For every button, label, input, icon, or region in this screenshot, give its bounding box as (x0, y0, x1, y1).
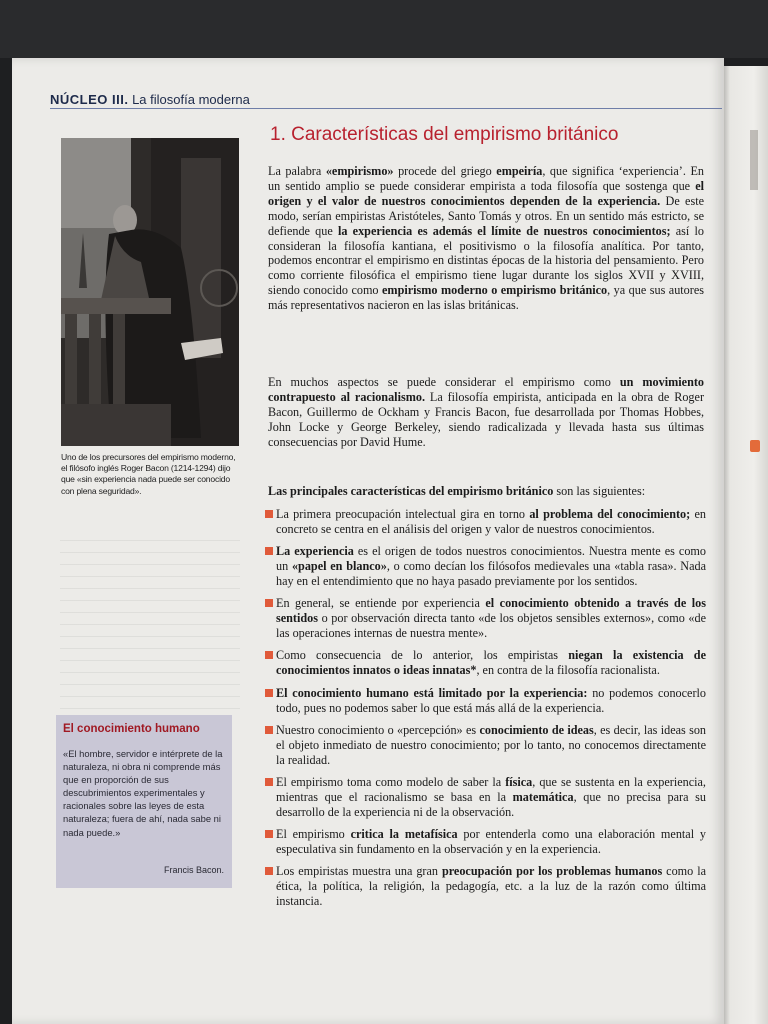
list-item: El empirismo toma como modelo de saber la física, que se sustenta en la experiencia, mientras que el racionalismo se basa en la matemática, que no precisa para su desarrollo de la experiencia ni de la observación. (262, 775, 706, 820)
next-page-edge (724, 66, 768, 1024)
square-bullet-icon (265, 689, 273, 697)
running-header (50, 92, 710, 108)
list-item: La primera preocupación intelectual gira en torno al problema del conocimiento; en concreto se centra en el análisis del origen y valor de nuestros conocimientos. (262, 507, 706, 537)
next-page-bullet-mark (750, 440, 760, 452)
figure-caption: Uno de los precursores del empirismo moderno, el filósofo inglés Roger Bacon (1214-1294) dijo que «sin experiencia nada puede ser conocido con plena seguridad». (61, 452, 236, 496)
square-bullet-icon (265, 867, 273, 875)
quote-author: Francis Bacon. (163, 865, 224, 875)
paragraph-contrast: En muchos aspectos se puede considerar el empirismo como un movimiento contrapuesto al racionalismo. La filosofía empirista, anticipada en la obra de Roger Bacon, Guillermo de Ockham y Francis Bacon, fue desarrollada por Thomas Hobbes, John Locke y George Berkeley, siendo radicalizada y llevada hasta sus últimas consecuencias por David Hume. (268, 375, 704, 449)
list-item: En general, se entiende por experiencia el conocimiento obtenido a través de los sentidos o por observación directa tanto «de los objetos sensibles externos», como «de las operaciones internas de nuestra mente». (262, 596, 706, 641)
list-item: El conocimiento humano está limitado por la experiencia: no podemos conocerlo todo, pues no podemos saber lo que está más allá de la experiencia. (262, 686, 706, 716)
characteristics-list (262, 507, 706, 916)
list-item: Los empiristas muestra una gran preocupación por los problemas humanos como la ética, la política, la religión, la pedagogía, etc. a la luz de la razón como última instancia. (262, 864, 706, 909)
next-page-mark (750, 130, 758, 190)
list-item: Como consecuencia de lo anterior, los empiristas niegan la existencia de conocimientos innatos o ideas innatas*, en contra de la filosofía racionalista. (262, 648, 706, 678)
square-bullet-icon (265, 726, 273, 734)
square-bullet-icon (265, 651, 273, 659)
bleed-through (60, 540, 240, 710)
list-item: Nuestro conocimiento o «percepción» es conocimiento de ideas, es decir, las ideas son el objeto inmediato de nuestro conocimiento; por lo tanto, no conocemos directamente la realidad. (262, 723, 706, 768)
square-bullet-icon (265, 599, 273, 607)
scanner-background (0, 0, 768, 58)
paragraph-intro: La palabra «empirismo» procede del griego empeiría, que significa ‘experiencia’. En un sentido amplio se puede considerar empirista a toda filosofía que sostenga que el origen y el valor de nuestros conocimientos dependen de la experiencia. De este modo, serían empiristas Aristóteles, Santo Tomás y otros. En un sentido más estricto, se defiende que la experiencia es además el límite de nuestros conocimientos; así lo consideran la filosofía kantiana, el positivismo o la filosofía analítica. Por tanto, podemos encontrar el empirismo en distintas épocas de la historia del pensamiento. Pero como corriente filosófica el empirismo tiene lugar durante los siglos XVII y XVIII, siendo conocido como empirismo moderno o empirismo británico, ya que sus autores más representativos nacieron en las islas británicas. (268, 164, 704, 313)
square-bullet-icon (265, 510, 273, 518)
square-bullet-icon (265, 778, 273, 786)
square-bullet-icon (265, 547, 273, 555)
paragraph-lead: Las principales características del empirismo británico son las siguientes: (268, 484, 646, 498)
header-rule (50, 108, 722, 109)
roger-bacon-engraving (61, 138, 239, 446)
quote-box-title: El conocimiento humano (63, 723, 200, 735)
list-item: El empirismo critica la metafísica por entenderla como una elaboración mental y especulativa sin fundamento en la observación y en la experiencia. (262, 827, 706, 857)
section-label: NÚCLEO III. (50, 92, 129, 107)
section-title: 1. Características del empirismo británico (270, 124, 619, 145)
list-item: La experiencia es el origen de todos nuestros conocimientos. Nuestra mente es como un «papel en blanco», o como decían los filósofos medievales una «tabla rasa». Nada hay en el entendimiento que no haya pasado previamente por los sentidos. (262, 544, 706, 589)
subject-label: La filosofía moderna (132, 92, 250, 107)
quote-box (56, 715, 232, 888)
quote-text: «El hombre, servidor e intérprete de la naturaleza, ni obra ni comprende más que en proporción de sus descubrimientos experimentales y racionales sobre las leyes de esta naturaleza; fuera de ahí, nada sabe ni nada puede.» (63, 748, 223, 838)
square-bullet-icon (265, 830, 273, 838)
